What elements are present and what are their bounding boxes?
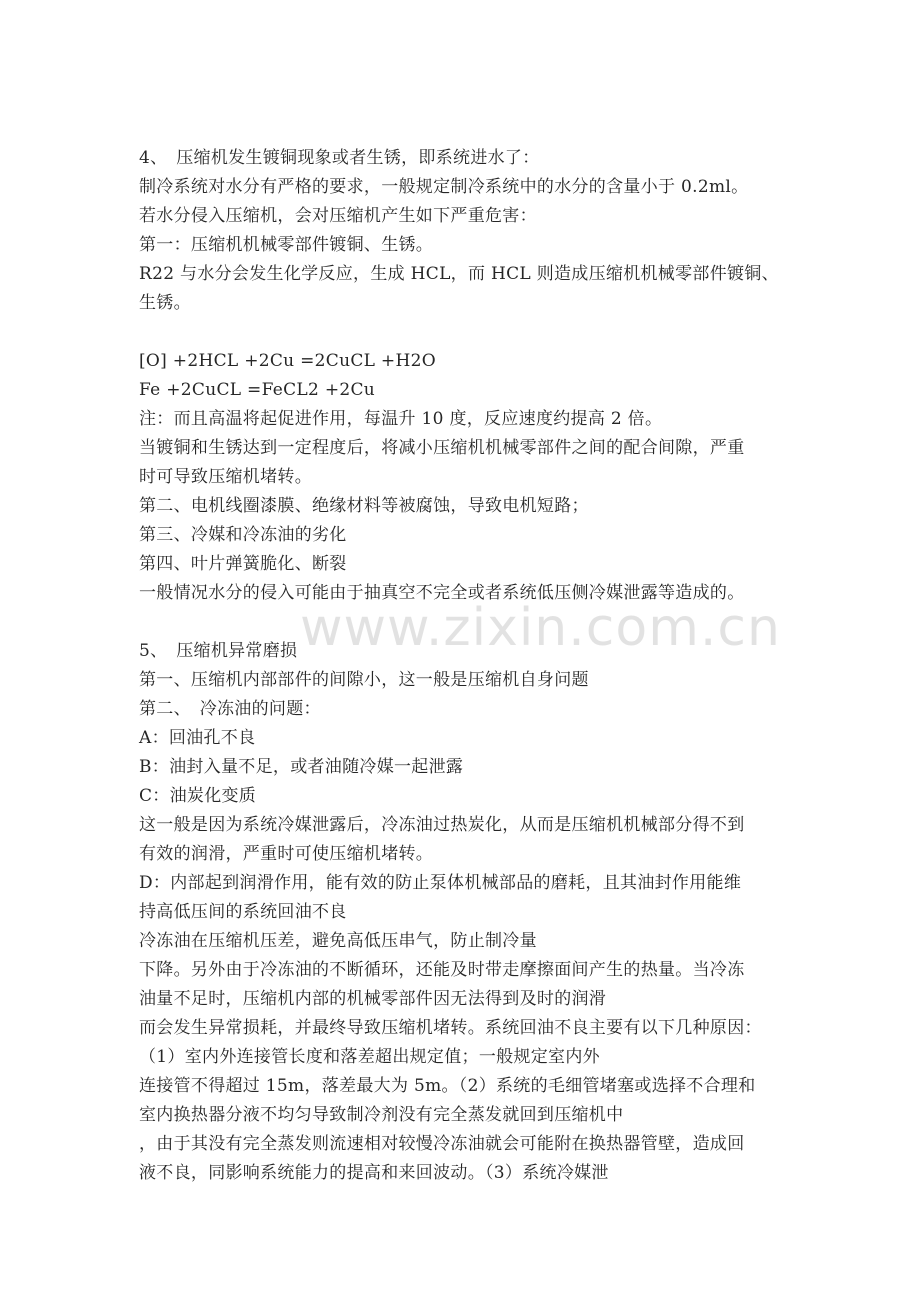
text-line: 室内换热器分液不均匀导致制冷剂没有完全蒸发就回到压缩机中 <box>139 1105 624 1125</box>
text-line: B：油封入量不足，或者油随冷媒一起泄露 <box>139 757 464 777</box>
text-line: 这一般是因为系统冷媒泄露后，冷冻油过热炭化，从而是压缩机机械部分得不到 <box>139 815 745 835</box>
note-line: 注：而且高温将起促进作用，每温升 10 度，反应速度约提高 2 倍。 <box>139 409 663 429</box>
text-line: 第一、压缩机内部部件的间隙小，这一般是压缩机自身问题 <box>139 670 589 690</box>
text-line: 一般情况水分的侵入可能由于抽真空不完全或者系统低压侧冷媒泄露等造成的。 <box>139 583 745 603</box>
text-line: 生锈。 <box>139 293 191 313</box>
text-line: R22 与水分会发生化学反应，生成 HCL，而 HCL 则造成压缩机机械零部件镀铜、 <box>139 264 779 284</box>
paragraph-gap <box>139 318 789 347</box>
section-heading-5: 5、 压缩机异常磨损 <box>139 641 298 661</box>
watermark: www.zixin.com.cn <box>300 598 781 658</box>
formula-line: [O] +2HCL +2Cu =2CuCL +H2O <box>139 351 436 371</box>
section-heading-4: 4、 压缩机发生镀铜现象或者生锈，即系统进水了： <box>139 148 540 168</box>
text-line: 连接管不得超过 15m，落差最大为 5m。（2）系统的毛细管堵塞或选择不合理和 <box>139 1076 756 1096</box>
text-line: 第三、冷媒和冷冻油的劣化 <box>139 525 347 545</box>
text-line: 若水分侵入压缩机，会对压缩机产生如下严重危害： <box>139 206 537 226</box>
text-line: 而会发生异常损耗，并最终导致压缩机堵转。系统回油不良主要有以下几种原因： <box>139 1018 762 1038</box>
text-line: 油量不足时，压缩机内部的机械零部件因无法得到及时的润滑 <box>139 989 607 1009</box>
text-line: 持高低压间的系统回油不良 <box>139 902 347 922</box>
text-line: 第一：压缩机机械零部件镀铜、生锈。 <box>139 235 434 255</box>
text-line: 第二、电机线圈漆膜、绝缘材料等被腐蚀，导致电机短路； <box>139 496 589 516</box>
text-line: 第二、 冷冻油的问题： <box>139 699 321 719</box>
text-line: 制冷系统对水分有严格的要求，一般规定制冷系统中的水分的含量小于 0.2ml。 <box>139 177 749 197</box>
text-line: 下降。另外由于冷冻油的不断循环，还能及时带走摩擦面间产生的热量。当冷冻 <box>139 960 745 980</box>
text-line: 第四、叶片弹簧脆化、断裂 <box>139 554 347 574</box>
text-line: D：内部起到润滑作用，能有效的防止泵体机械部品的磨耗，且其油封作用能维 <box>139 873 742 893</box>
text-line: C：油炭化变质 <box>139 786 257 806</box>
text-line: ，由于其没有完全蒸发则流速相对较慢冷冻油就会可能附在换热器管壁，造成回 <box>139 1134 745 1154</box>
text-line: 液不良，同影响系统能力的提高和来回波动。（3）系统冷媒泄 <box>139 1163 609 1183</box>
text-line: 时可导致压缩机堵转。 <box>139 467 312 487</box>
document-body <box>139 144 789 1188</box>
text-line: 有效的润滑，严重时可使压缩机堵转。 <box>139 844 434 864</box>
paragraph-gap <box>139 608 789 637</box>
text-line: 当镀铜和生锈达到一定程度后，将减小压缩机机械零部件之间的配合间隙，严重 <box>139 438 745 458</box>
text-line: （1）室内外连接管长度和落差超出规定值；一般规定室内外 <box>139 1047 600 1067</box>
formula-line: Fe +2CuCL =FeCL2 +2Cu <box>139 380 376 400</box>
text-line: A：回油孔不良 <box>139 728 256 748</box>
text-line: 冷冻油在压缩机压差，避免高低压串气，防止制冷量 <box>139 931 537 951</box>
